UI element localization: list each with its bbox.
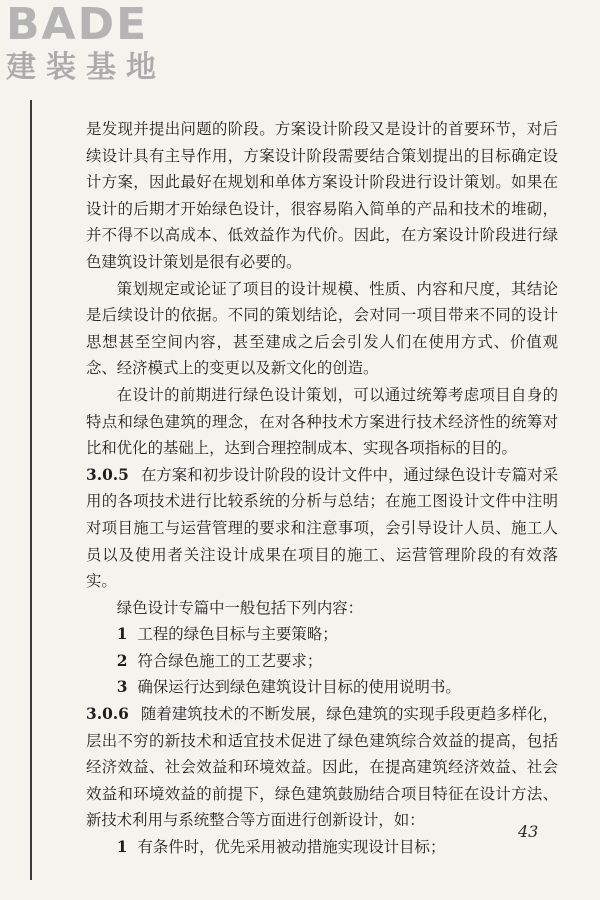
list-item-number: 1 <box>116 625 128 644</box>
clause-number: 3.0.5 <box>86 465 129 484</box>
bade-logo <box>6 2 166 84</box>
logo-brand-cn: 建装基地 <box>6 50 166 85</box>
logo-brand-en: BADE <box>6 0 149 50</box>
paragraph-planning-conclusion: 策划规定或论证了项目的设计规模、性质、内容和尺度，其结论是后续设计的依据。不同的策划结论，会对同一项目带来不同的设计思想甚至空间内容，甚至建成之后会引发人们在使用方式、价值观念、经济模式上的变更以及新文化的创造。 <box>86 279 558 378</box>
list-item-number: 3 <box>116 678 128 697</box>
clause-text: 随着建筑技术的不断发展，绿色建筑的实现手段更趋多样化，层出不穷的新技术和适宜技术促进了绿色建筑综合效益的提高，包括经济效益、社会效益和环境效益。因此，在提高建筑经济效益、社会效益和环境效益的前提下，绿色建筑鼓励结合项目特征在设计方法、新技术利用与系统整合等方面进行创新设计，如： <box>86 705 558 830</box>
paragraph-scheme-stage: 是发现并提出问题的阶段。方案设计阶段又是设计的首要环节，对后续设计具有主导作用，方案设计阶段需要结合策划提出的目标确定设计方案，因此最好在规划和单体方案设计阶段进行设计策划。如果在设计的后期才开始绿色设计，很容易陷入简单的产品和技术的堆砌，并不得不以高成本、低效益作为代价。因此，在方案设计阶段进行绿色建筑设计策划是很有必要的。 <box>86 120 558 271</box>
list-item-number: 2 <box>116 651 128 670</box>
paragraph-early-green-planning: 在设计的前期进行绿色设计策划，可以通过统筹考虑项目自身的特点和绿色建筑的理念，在对各种技术方案进行技术经济性的统筹对比和优化的基础上，达到合理控制成本、实现各项指标的目的。 <box>86 385 558 458</box>
page-body <box>86 116 558 861</box>
binding-rule <box>30 100 32 880</box>
list-item <box>86 834 558 861</box>
list-item-number: 1 <box>116 838 128 857</box>
list-item-text: 有条件时，优先采用被动措施实现设计目标； <box>137 838 446 857</box>
clause-text: 在方案和初步设计阶段的设计文件中，通过绿色设计专篇对采用的各项技术进行比较系统的分析与总结；在施工图设计文件中注明对项目施工与运营管理的要求和注意事项，会引导设计人员、施工人员以及使用者关注设计成果在项目的施工、运营管理阶段的有效落实。 <box>86 465 558 591</box>
clause-number: 3.0.6 <box>86 705 129 724</box>
list-item-text: 确保运行达到绿色建筑设计目标的使用说明书。 <box>137 678 461 697</box>
paragraph-green-design-chapter: 绿色设计专篇中一般包括下列内容： <box>116 598 364 617</box>
clause-3-0-5 <box>86 462 558 595</box>
page-number: 43 <box>518 822 539 841</box>
list-item <box>86 621 558 648</box>
list-item <box>86 648 558 675</box>
clause-3-0-6 <box>86 701 558 834</box>
list-item-text: 符合绿色施工的工艺要求； <box>137 651 323 670</box>
list-item <box>86 674 558 701</box>
list-item-text: 工程的绿色目标与主要策略； <box>137 625 338 644</box>
